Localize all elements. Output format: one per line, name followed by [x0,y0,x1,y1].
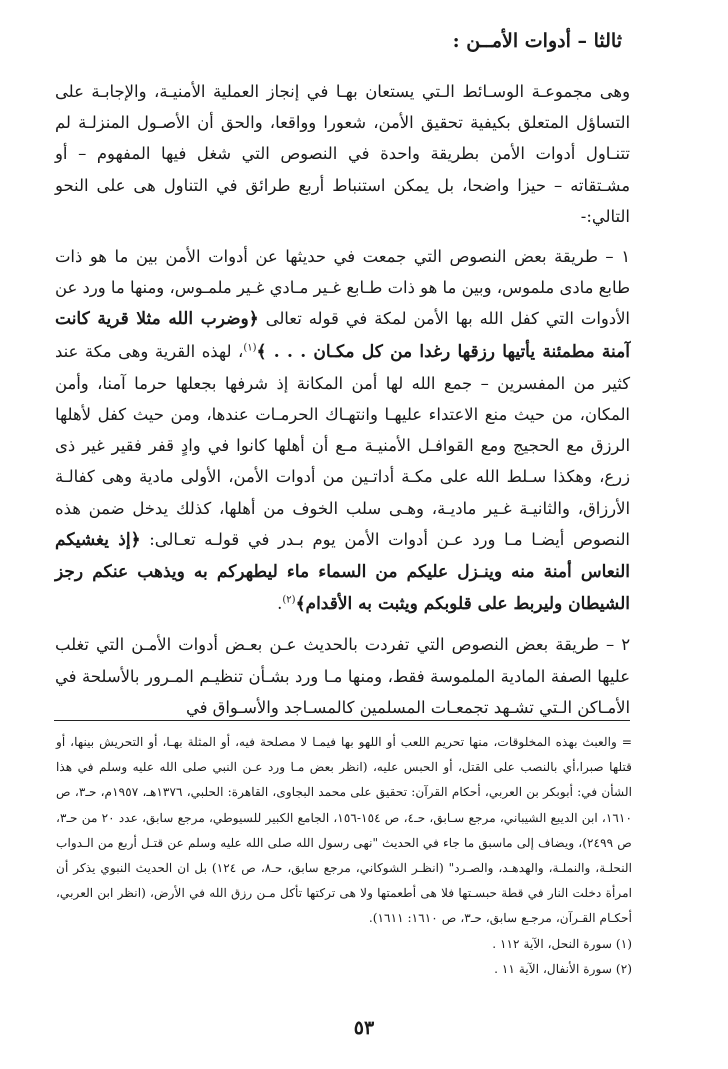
footnotes-area [56,730,632,982]
page-number: ٥٣ [353,1017,375,1039]
quran-quote-anfal: ﴿إذ يغشيكم النعاس أمنة منه وينـزل عليكم من السماء ماء ليطهركم به ويذهب عنكم رجز الشيطان وليربط على قلوبكم ويثبت به الأقدام﴾ [55,529,630,615]
footnote-ref-2: (٢) [282,594,296,606]
footnote-list [56,932,632,982]
footnote-2: (٢) سورة الأنفال، الآية ١١ . [494,961,632,976]
footnote-continuation: = والعبث بهذه المخلوقات، منها تحريم اللعب أو اللهو بها فيمـا لا مصلحة فيه، أو المثلة بهـا، أو التحريش بينها، أو قتلها صبرا،أي بالنصب على القتل، أو الحبس عليه، (انظر بعض مـا ورد عـن النبي صلى الله عليه وسلم في هذا الشأن في: أبوبكر بن العربي، أحكام القرآن: تحقيق على محمد البجاوى، القاهرة: الحلبي، ١٣٧٦هـ، ١٩٥٧م، حـ٣، ص ١٦١٠، ابن الديبع الشيباني، مرجع سـابق، حـ٤، ص ١٥٤-١٥٦، الجامع الكبير للسيوطي، مرجع سابق، عدد ٢٠ من حـ٣، ص ٢٤٩٩)، ويضاف إلى ماسبق ما جاء في الحديث "نهى رسول الله صلى الله عليه وسلم عن قتـل أربع من الـدواب النحلـة، والنملـة، والهدهـد، والصـرد" (انظـر الشوكاني، مرجع سابق، حـ٨، ص ١٢٤) بل ان الحديث النبوي يذكر أن امرأة دخلت النار في قطة حبسـتها فلا هى أطعمتها ولا هى تركتها تأكل مـن رزق الله في الأرض، (انظر ابن العربي، أحكـام القـرآن، مرجـع سابق، حـ٣، ص ١٦١٠: ١٦١١). [56,735,633,926]
quran-quote-nahl: ﴿وضرب الله مثلا قرية كانت آمنة مطمئنة يأتيها رزقها رغدا من كل مكـان . . . ﴾ [55,309,630,362]
item-1-paragraph [55,241,630,620]
item-1-intro: ١ – طريقة بعض النصوص التي جمعت في حديثها عن أدوات الأمن بين ما هو ذات طابع مادى ملموس، وبين ما هو ذات طـابع غـير مـادي غـير ملمـوس، ومنها ما ورد عن الأدوات التي كفل الله بها الأمن لمكة في قوله تعالى [55,247,630,329]
item-1-end: . [277,594,283,614]
item-2-paragraph: ٢ – طريقة بعض النصوص التي تفردت بالحديث عـن بعـض أدوات الأمـن التي تغلب عليها الصفة المادية الملموسة فقط، ومنها مـا ورد بشـأن تنظيـم المـرور بالأسلحة في الأمـاكن الـتي تشـهد تجمعـات المسلمين كالمسـاجد والأسـواق في [55,635,630,717]
section-heading: ثالثا – أدوات الأمــن : [452,30,622,52]
intro-paragraph: وهى مجموعـة الوسـائط الـتي يستعان بهـا في إنجاز العملية الأمنيـة، والإجابـة على التساؤل المتعلق بكيفية تحقيق الأمن، شعورا وواقعا، والحق أن الأصـول المنزلـة لم تتنـاول أدوات الأمن بطريقة واحدة في النصوص التي شغل فيها المفهوم – أو مشـتقاته – حيزا واضحا، بل يمكن استنباط أربع طرائق في التناول هى على النحو التالي:- [55,82,630,226]
footnote-separator [54,720,630,721]
main-text [55,76,630,723]
footnote-1: (١) سورة النحل، الآية ١١٢ . [492,936,632,951]
item-1-body: ، لهذه القرية وهى مكة عند كثير من المفسرين – جمع الله لها أمن المكانة إذ شرفها بجعلها حرما آمنا، وأمن المكان، من حيث منع الاعتداء عليهـا وانتهـاك الحرمـات عندها، ومن حيث كفل لأهلها الرزق مع الحجيج ومع القوافـل الأمنيـة مـع أن أهلها كانوا في وادٍ قفر فقير غير ذى زرع، وهكذا سـلط الله على مكـة أداتـين من أدوات الأمن، الأولى مادية وهى كفالـة الأرزاق، والثانيـة غـير ماديـة، وهـى سلب الخوف من أهلها، كذلك يدخل ضمن هذه النصوص أيضـا مـا ورد عـن أدوات الأمن يوم بـدر في قولـه تعـالى: [55,341,630,549]
footnote-ref-1: (١) [243,342,257,354]
